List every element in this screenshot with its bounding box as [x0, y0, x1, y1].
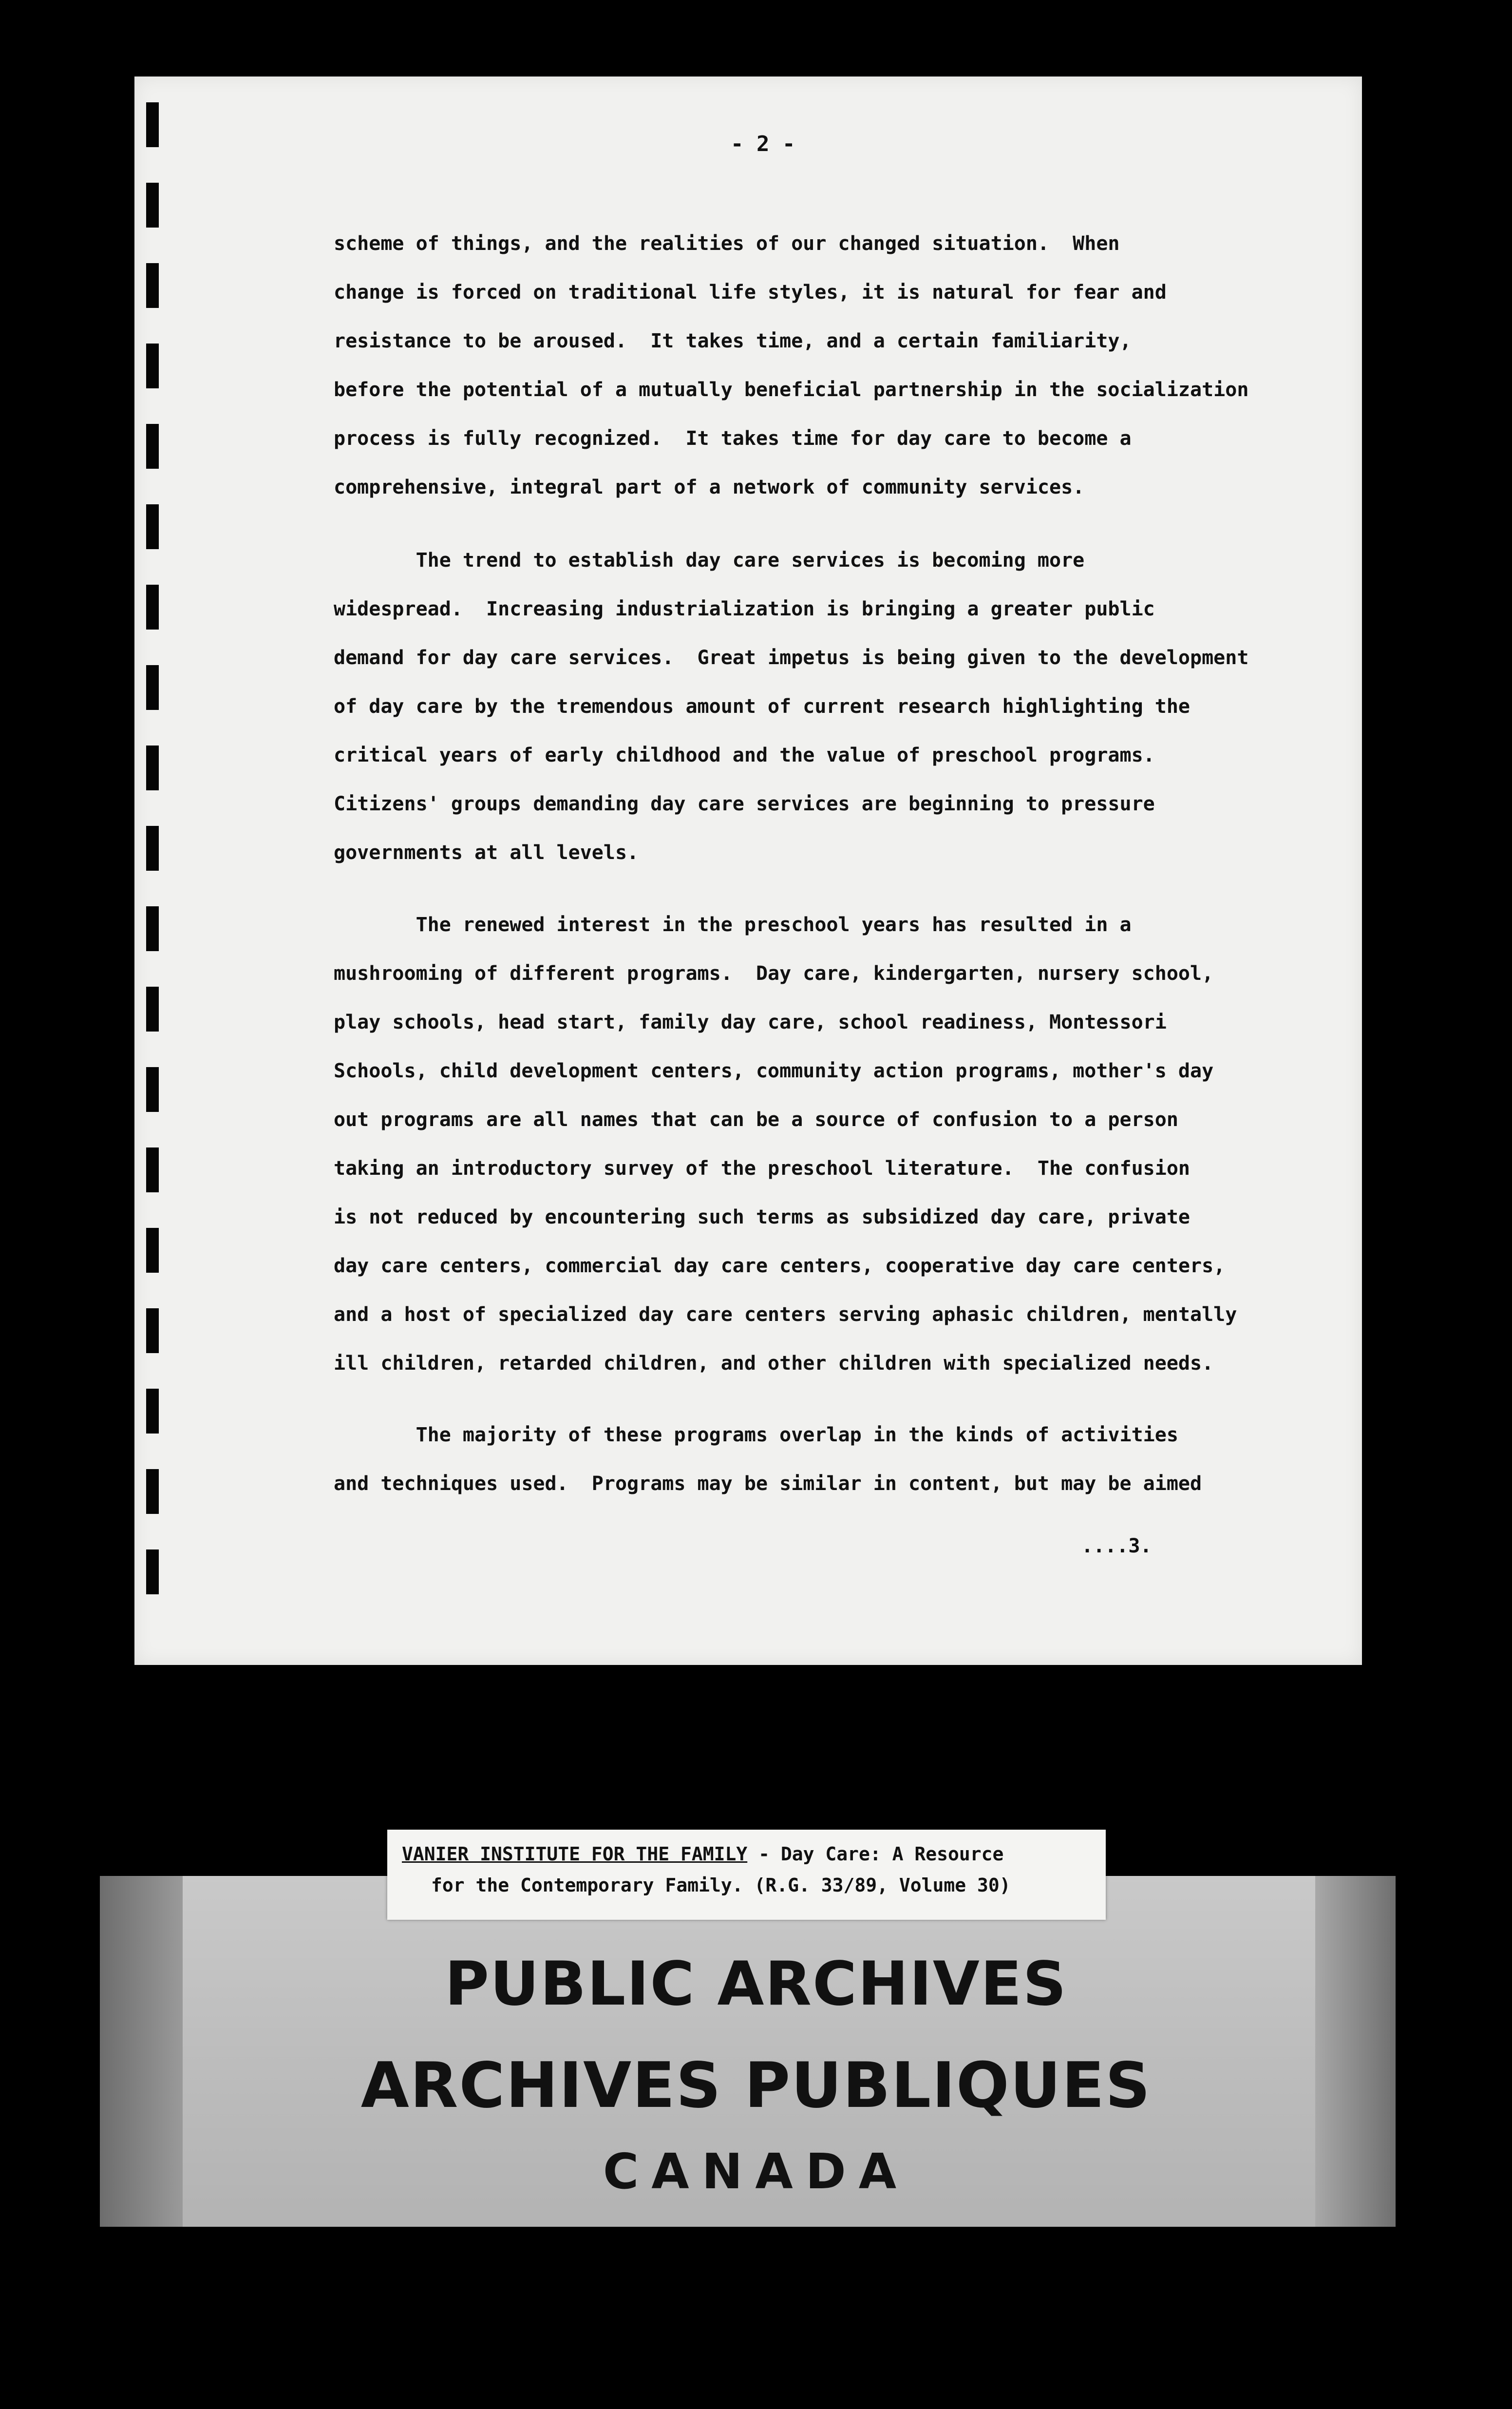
paragraph-4 — [334, 1411, 1318, 1508]
text-line: The renewed interest in the preschool years has resulted in a — [334, 914, 1132, 936]
text-line: Schools, child development centers, community action programs, mother's day — [334, 1060, 1214, 1082]
binder-hole — [146, 102, 159, 147]
binder-hole — [146, 424, 159, 469]
paragraph-1 — [334, 219, 1318, 512]
binder-hole — [146, 665, 159, 710]
archive-label-card — [387, 1830, 1106, 1920]
binder-hole — [146, 183, 159, 228]
text-line: out programs are all names that can be a source of confusion to a person — [334, 1109, 1178, 1131]
text-line: Citizens' groups demanding day care services are beginning to pressure — [334, 793, 1155, 815]
archive-label-title: - Day Care: A Resource — [747, 1843, 1004, 1865]
stamp-country: CANADA — [603, 2143, 909, 2200]
binder-hole — [146, 826, 159, 871]
continuation-marker: ....3. — [1081, 1535, 1152, 1557]
binder-hole — [146, 906, 159, 951]
text-line: change is forced on traditional life styles, it is natural for fear and — [334, 281, 1167, 304]
binder-hole — [146, 263, 159, 308]
paragraph-3 — [334, 900, 1318, 1388]
binder-hole — [146, 585, 159, 630]
binder-hole — [146, 1549, 159, 1594]
paragraph-2 — [334, 536, 1318, 877]
text-line: The trend to establish day care services is becoming more — [334, 549, 1085, 572]
text-line: and a host of specialized day care centers serving aphasic children, mentally — [334, 1303, 1237, 1326]
text-line: day care centers, commercial day care centers, cooperative day care centers, — [334, 1255, 1226, 1277]
text-line: process is fully recognized. It takes time for day care to become a — [334, 427, 1132, 450]
text-line: demand for day care services. Great impetus is being given to the development — [334, 647, 1249, 669]
binder-holes — [146, 97, 166, 1627]
text-line: comprehensive, integral part of a network of community services. — [334, 476, 1085, 498]
text-line: governments at all levels. — [334, 841, 639, 864]
text-line: is not reduced by encountering such terms as subsidized day care, private — [334, 1206, 1190, 1228]
binder-hole — [146, 1308, 159, 1353]
stamp-title-english: PUBLIC ARCHIVES — [445, 1949, 1067, 2019]
archive-label-line2: for the Contemporary Family. (R.G. 33/89, Volume 30) — [431, 1874, 1011, 1896]
text-line: scheme of things, and the realities of our changed situation. When — [334, 232, 1120, 255]
binder-hole — [146, 746, 159, 790]
binder-hole — [146, 504, 159, 549]
stamp-title-french: ARCHIVES PUBLIQUES — [360, 2049, 1152, 2122]
text-line: widespread. Increasing industrialization is bringing a greater public — [334, 598, 1155, 620]
binder-hole — [146, 1228, 159, 1273]
archive-label-source: VANIER INSTITUTE FOR THE FAMILY — [402, 1843, 748, 1865]
text-line: critical years of early childhood and the value of preschool programs. — [334, 744, 1155, 766]
text-line: of day care by the tremendous amount of current research highlighting the — [334, 695, 1190, 718]
page-number: - 2 - — [731, 132, 795, 156]
binder-hole — [146, 987, 159, 1032]
archive-label-line1 — [402, 1843, 1003, 1865]
text-line: resistance to be aroused. It takes time, and a certain familiarity, — [334, 330, 1132, 352]
binder-hole — [146, 1067, 159, 1112]
text-line: The majority of these programs overlap in the kinds of activities — [334, 1424, 1178, 1446]
text-line: taking an introductory survey of the preschool literature. The confusion — [334, 1157, 1190, 1180]
text-line: and techniques used. Programs may be similar in content, but may be aimed — [334, 1472, 1202, 1495]
text-line: play schools, head start, family day care, school readiness, Montessori — [334, 1011, 1167, 1033]
binder-hole — [146, 344, 159, 388]
text-line: before the potential of a mutually beneficial partnership in the socialization — [334, 379, 1249, 401]
text-line: ill children, retarded children, and other children with specialized needs. — [334, 1352, 1214, 1375]
binder-hole — [146, 1469, 159, 1514]
text-line: mushrooming of different programs. Day care, kindergarten, nursery school, — [334, 962, 1214, 985]
binder-hole — [146, 1147, 159, 1192]
binder-hole — [146, 1389, 159, 1434]
